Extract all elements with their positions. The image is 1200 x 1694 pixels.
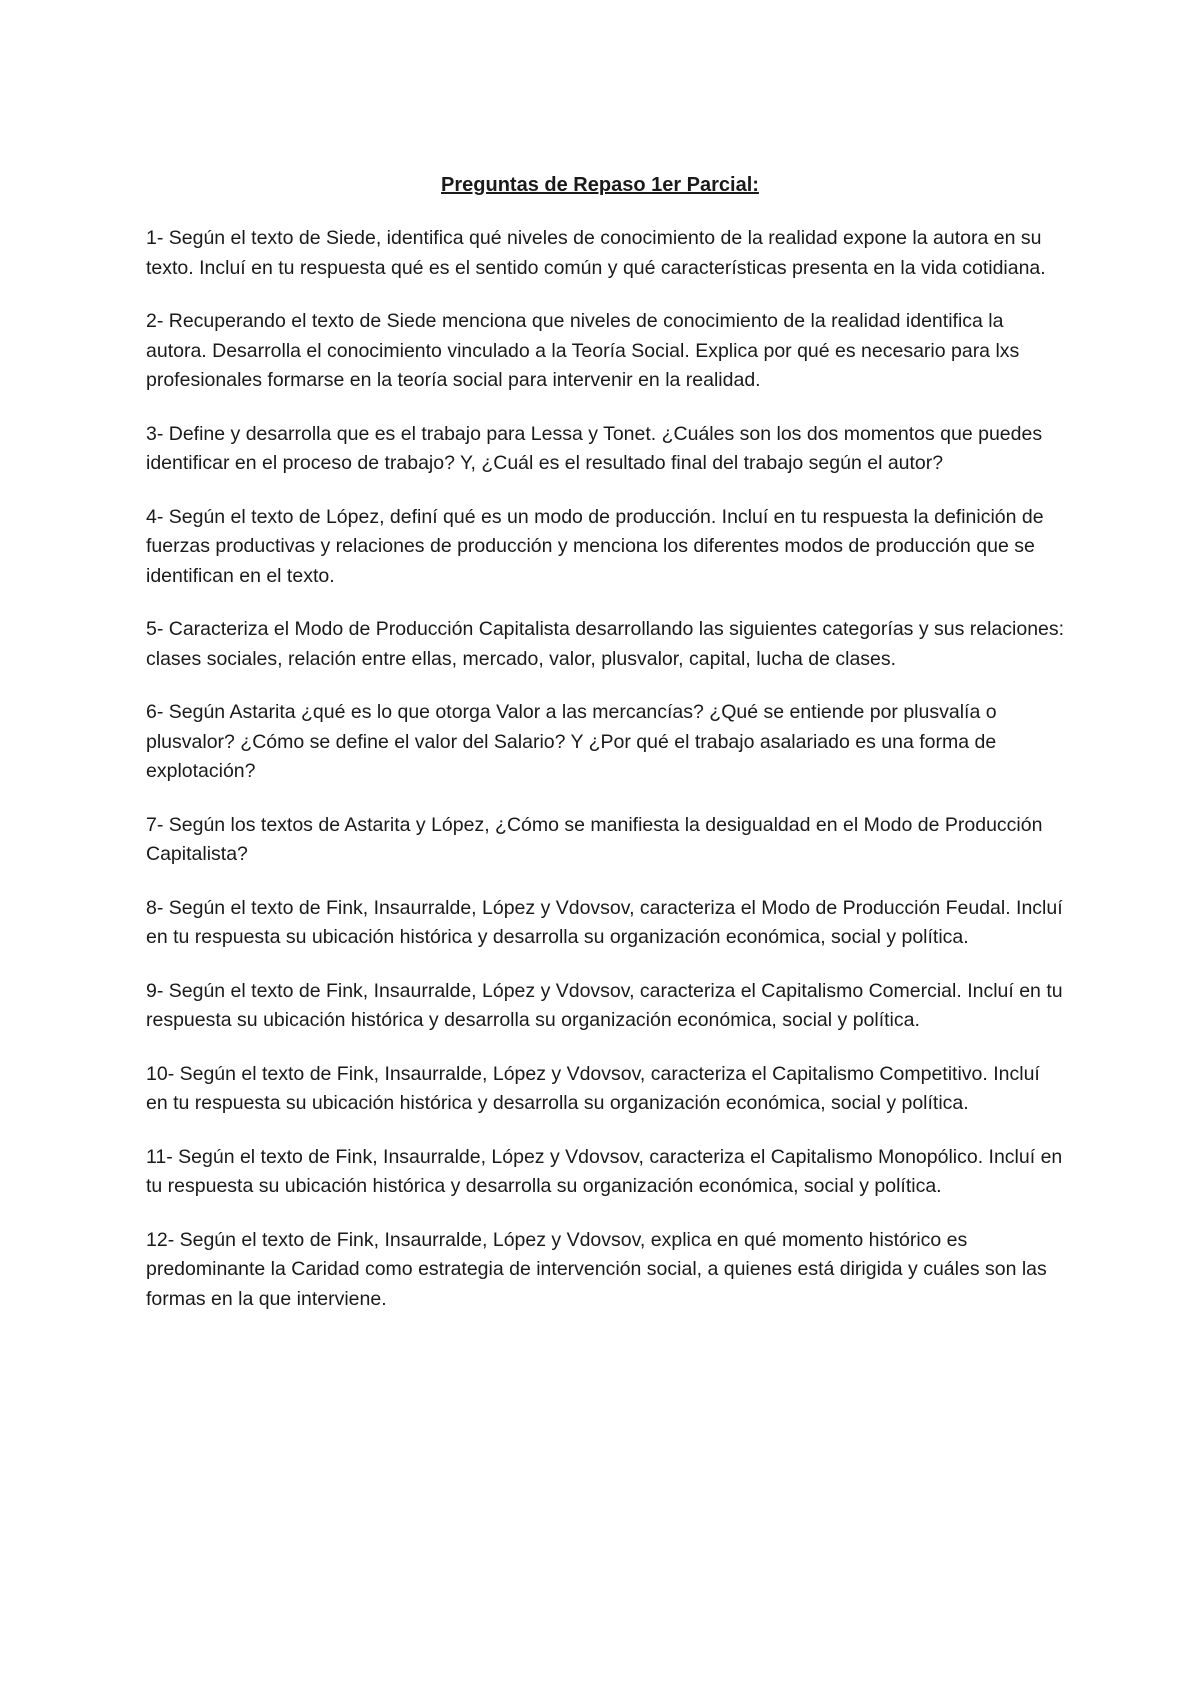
question-item: 8- Según el texto de Fink, Insaurralde, López y Vdovsov, caracteriza el Modo de Producción Feudal. Incluí en tu respuesta su ubicación histórica y desarrolla su organización económica, social y política. <box>146 896 1063 948</box>
question-item: 12- Según el texto de Fink, Insaurralde, López y Vdovsov, explica en qué momento histórico es predominante la Caridad como estrategia de intervención social, a quienes está dirigida y cuáles son las formas en la que interviene. <box>146 1228 1047 1310</box>
question-item: 11- Según el texto de Fink, Insaurralde, López y Vdovsov, caracteriza el Capitalismo Monopólico. Incluí en tu respuesta su ubicación histórica y desarrolla su organización económica, social y política. <box>146 1145 1063 1197</box>
question-list <box>146 224 1066 1338</box>
question-item: 3- Define y desarrolla que es el trabajo para Lessa y Tonet. ¿Cuáles son los dos momentos que puedes identificar en el proceso de trabajo? Y, ¿Cuál es el resultado final del trabajo según el autor? <box>146 422 1043 474</box>
question-item: 1- Según el texto de Siede, identifica qué niveles de conocimiento de la realidad expone la autora en su texto. Incluí en tu respuesta qué es el sentido común y qué características presenta en la vida cotidiana. <box>146 227 1046 279</box>
question-item: 4- Según el texto de López, definí qué es un modo de producción. Incluí en tu respuesta la definición de fuerzas productivas y relaciones de producción y menciona los diferentes modos de producción que se identifican en el texto. <box>146 505 1044 587</box>
question-item: 10- Según el texto de Fink, Insaurralde, López y Vdovsov, caracteriza el Capitalismo Competitivo. Incluí en tu respuesta su ubicación histórica y desarrolla su organización económica, social y política. <box>146 1062 1040 1114</box>
question-item: 2- Recuperando el texto de Siede menciona que niveles de conocimiento de la realidad identifica la autora. Desarrolla el conocimiento vinculado a la Teoría Social. Explica por qué es necesario para lxs profesionales formarse en la teoría social para intervenir en la realidad. <box>146 310 1020 391</box>
question-item: 5- Caracteriza el Modo de Producción Capitalista desarrollando las siguientes categorías y sus relaciones: clases sociales, relación entre ellas, mercado, valor, plusvalor, capital, lucha de clases. <box>146 618 1065 670</box>
question-item: 7- Según los textos de Astarita y López, ¿Cómo se manifiesta la desigualdad en el Modo de Producción Capitalista? <box>146 813 1043 865</box>
question-item: 9- Según el texto de Fink, Insaurralde, López y Vdovsov, caracteriza el Capitalismo Comercial. Incluí en tu respuesta su ubicación histórica y desarrolla su organización económica, social y política. <box>146 979 1063 1031</box>
page-title: Preguntas de Repaso 1er Parcial: <box>441 174 759 196</box>
question-item: 6- Según Astarita ¿qué es lo que otorga Valor a las mercancías? ¿Qué se entiende por plusvalía o plusvalor? ¿Cómo se define el valor del Salario? Y ¿Por qué el trabajo asalariado es una forma de explotación? <box>146 701 997 782</box>
